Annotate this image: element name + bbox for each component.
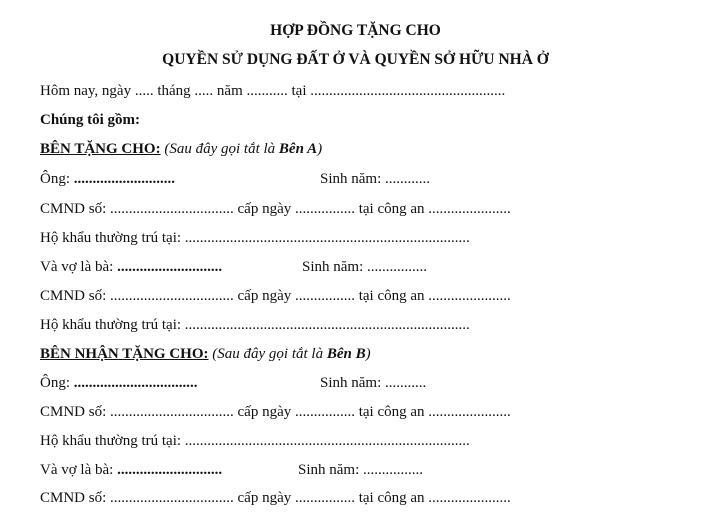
party-a-residence-line-2: Hộ khẩu thường trú tại: ............................................................................ [40,317,470,333]
party-b-wife-name-field: ............................ [117,462,223,478]
party-a-husband-birth: Sinh năm: ............ [320,171,431,187]
party-b-note-alias: Bên B [326,346,366,362]
party-a-husband-line [40,170,175,188]
party-b-heading-line [40,345,371,363]
party-a-husband-label: Ông: [40,171,74,187]
party-a-wife-label: Và vợ là bà: [40,259,118,275]
party-a-wife-line [40,258,222,276]
contract-title: HỢP ĐỒNG TẶNG CHO [270,22,441,39]
party-a-note-prefix: (Sau đây gọi tắt là [164,141,279,157]
party-a-note-alias: Bên A [278,141,318,157]
party-a-id-line-1: CMND số: ................................. cấp ngày ................ tại công an ...................... [40,201,511,217]
party-b-note-suffix: ) [365,346,371,362]
party-b-husband-birth: Sinh năm: ........... [320,375,427,391]
party-a-id-line-2: CMND số: ................................. cấp ngày ................ tại công an ...................... [40,288,511,304]
party-a-residence-line-1: Hộ khẩu thường trú tại: ............................................................................ [40,230,470,246]
party-b-id-line-2: CMND số: ................................. cấp ngày ................ tại công an ...................... [40,490,511,506]
party-b-wife-line [40,461,222,479]
party-a-note [164,141,322,157]
party-b-note-prefix: (Sau đây gọi tắt là [212,346,327,362]
party-a-note-suffix: ) [317,141,323,157]
party-b-wife-birth: Sinh năm: ................ [298,462,424,478]
party-b-note [212,346,370,362]
date-line: Hôm nay, ngày ..... tháng ..... năm ........... tại .................................................... [40,83,506,99]
party-b-heading: BÊN NHẬN TẶNG CHO: [40,346,209,362]
party-b-wife-label: Và vợ là bà: [40,462,118,478]
party-b-husband-label: Ông: [40,375,74,391]
party-a-heading: BÊN TẶNG CHO: [40,141,161,157]
contract-subtitle: QUYỀN SỬ DỤNG ĐẤT Ở VÀ QUYỀN SỞ HỮU NHÀ Ở [162,51,549,68]
party-b-husband-name-field: ................................. [73,375,198,391]
party-b-id-line-1: CMND số: ................................. cấp ngày ................ tại công an ...................... [40,404,511,420]
party-a-heading-line [40,140,322,158]
party-a-husband-name-field: ........................... [73,171,175,187]
intro-line: Chúng tôi gồm: [40,112,141,128]
party-b-residence-line-1: Hộ khẩu thường trú tại: ............................................................................ [40,433,470,449]
party-a-wife-birth: Sinh năm: ................ [302,259,428,275]
party-a-wife-name-field: ............................ [117,259,223,275]
party-b-husband-line [40,374,198,392]
